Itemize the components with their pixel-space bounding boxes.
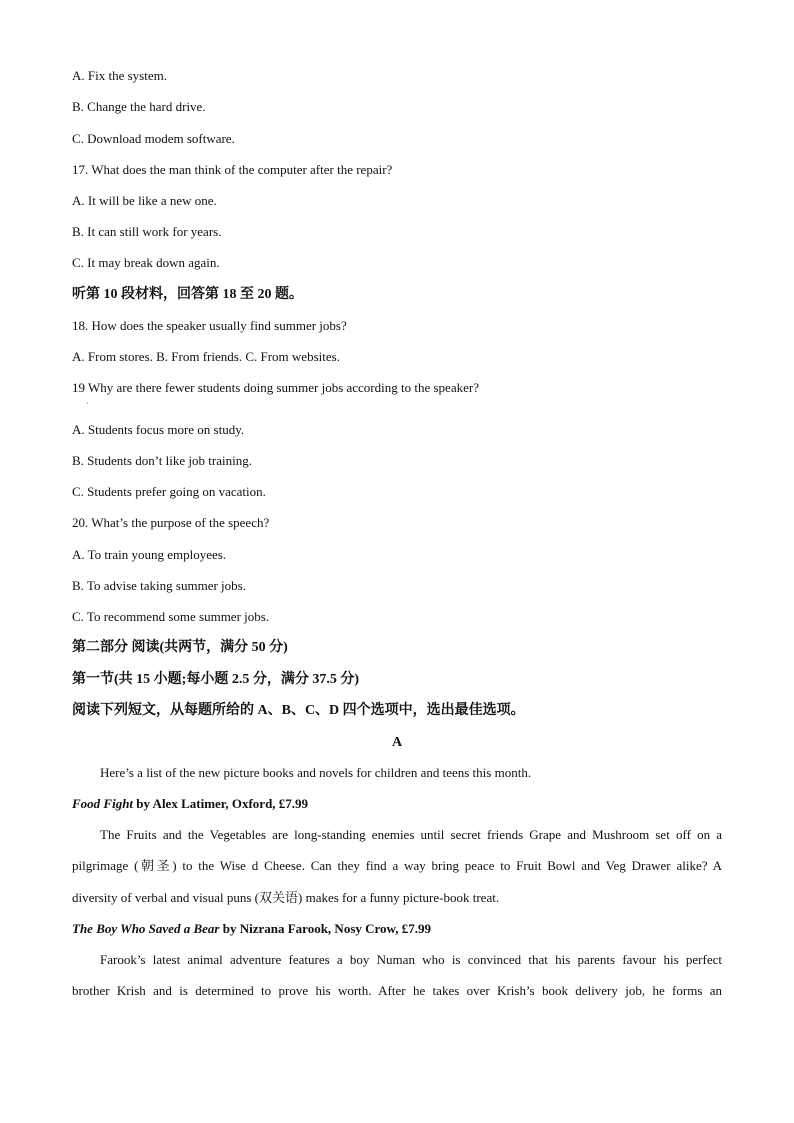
q18-options: A. From stores. B. From friends. C. From websites.	[72, 349, 340, 364]
q17-question: 17. What does the man think of the computer after the repair?	[72, 162, 393, 177]
q17-option-b: B. It can still work for years.	[72, 224, 222, 239]
book2-meta: by Nizrana Farook, Nosy Crow, £7.99	[219, 921, 431, 936]
book2-para-line-1: Farook’s latest animal adventure features a boy Numan who is convinced that his parents favour his perfect	[100, 952, 722, 967]
book1-title: Food Fight	[72, 796, 134, 811]
q19-option-c: C. Students prefer going on vacation.	[72, 484, 266, 499]
q20-question: 20. What’s the purpose of the speech?	[72, 515, 270, 530]
q16-option-b: B. Change the hard drive.	[72, 99, 206, 114]
book2-heading	[72, 921, 431, 937]
q19-option-b: B. Students don’t like job training.	[72, 453, 252, 468]
book1-para-line-2: pilgrimage (朝圣) to the Wise d Cheese. Can they find a way bring peace to Fruit Bowl and Veg Drawer alike? A	[72, 858, 722, 873]
q18-question: 18. How does the speaker usually find summer jobs?	[72, 318, 347, 333]
passage-intro: Here’s a list of the new picture books and novels for children and teens this month.	[100, 765, 532, 780]
q16-option-c: C. Download modem software.	[72, 131, 235, 146]
reading-part-header: 第二部分 阅读(共两节，满分 50 分)	[72, 640, 288, 655]
reading-section-header: 第一节(共 15 小题;每小题 2.5 分，满分 37.5 分)	[72, 672, 359, 687]
q19-question: 19 Why are there fewer students doing summer jobs according to the speaker?	[72, 380, 479, 395]
book1-heading	[72, 796, 308, 812]
book1-para-line-3: diversity of verbal and visual puns (双关语) makes for a funny picture-book treat.	[72, 890, 500, 905]
q19-option-a: A. Students focus more on study.	[72, 422, 245, 437]
q20-option-c: C. To recommend some summer jobs.	[72, 609, 270, 624]
stray-mark: ·	[86, 399, 89, 408]
q20-option-a: A. To train young employees.	[72, 547, 227, 562]
book2-title: The Boy Who Saved a Bear	[72, 921, 220, 936]
reading-instruction: 阅读下列短文，从每题所给的 A、B、C、D 四个选项中，选出最佳选项。	[72, 703, 525, 718]
q17-option-c: C. It may break down again.	[72, 255, 220, 270]
q20-option-b: B. To advise taking summer jobs.	[72, 578, 246, 593]
q17-option-a: A. It will be like a new one.	[72, 193, 217, 208]
passage-label: A	[391, 735, 403, 750]
book2-para-line-2: brother Krish and is determined to prove his worth. After he takes over Krish’s book delivery job, he forms an	[72, 983, 722, 998]
book1-para-line-1: The Fruits and the Vegetables are long-standing enemies until secret friends Grape and Mushroom set off on a	[100, 827, 722, 842]
section10-header: 听第 10 段材料，回答第 18 至 20 题。	[72, 287, 303, 302]
book1-meta: by Alex Latimer, Oxford, £7.99	[133, 796, 309, 811]
q16-option-a: A. Fix the system.	[72, 68, 167, 83]
